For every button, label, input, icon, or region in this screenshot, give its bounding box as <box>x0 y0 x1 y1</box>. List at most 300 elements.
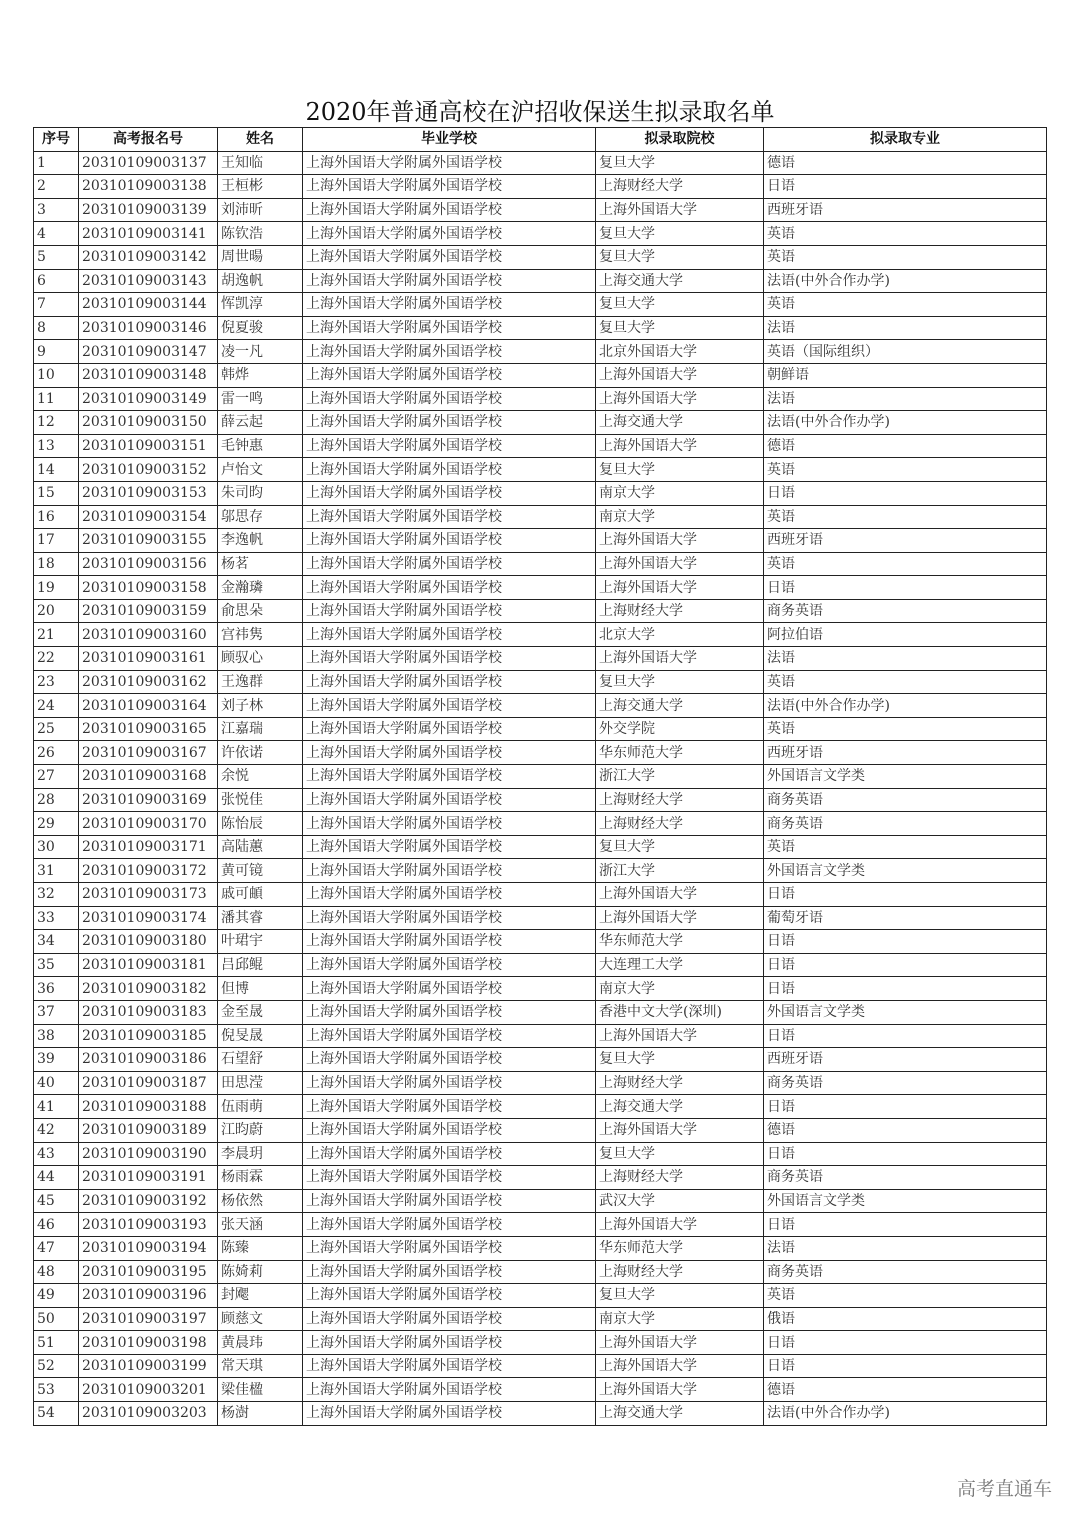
cell-seq: 46 <box>34 1213 79 1237</box>
cell-school: 上海外国语大学附属外国语学校 <box>303 765 596 789</box>
cell-seq: 6 <box>34 269 79 293</box>
cell-major: 朝鲜语 <box>764 363 1047 387</box>
cell-major: 英语（国际组织） <box>764 340 1047 364</box>
cell-name: 江嘉瑞 <box>218 717 303 741</box>
cell-name: 张悦佳 <box>218 788 303 812</box>
cell-major: 法语(中外合作办学) <box>764 411 1047 435</box>
cell-university: 复旦大学 <box>596 1142 764 1166</box>
cell-name: 陈钦浩 <box>218 222 303 246</box>
cell-university: 上海财经大学 <box>596 788 764 812</box>
cell-name: 恽凯淳 <box>218 293 303 317</box>
table-row <box>34 363 1047 387</box>
cell-exam-id: 20310109003181 <box>79 953 218 977</box>
cell-name: 石望舒 <box>218 1048 303 1072</box>
cell-seq: 22 <box>34 647 79 671</box>
cell-university: 上海外国语大学 <box>596 198 764 222</box>
table-row <box>34 1354 1047 1378</box>
cell-name: 王知临 <box>218 151 303 175</box>
cell-school: 上海外国语大学附属外国语学校 <box>303 694 596 718</box>
table-row <box>34 269 1047 293</box>
cell-exam-id: 20310109003201 <box>79 1378 218 1402</box>
cell-school: 上海外国语大学附属外国语学校 <box>303 529 596 553</box>
cell-exam-id: 20310109003171 <box>79 835 218 859</box>
cell-exam-id: 20310109003150 <box>79 411 218 435</box>
cell-university: 上海外国语大学 <box>596 1378 764 1402</box>
cell-seq: 10 <box>34 363 79 387</box>
cell-major: 外国语言文学类 <box>764 765 1047 789</box>
cell-exam-id: 20310109003195 <box>79 1260 218 1284</box>
cell-school: 上海外国语大学附属外国语学校 <box>303 812 596 836</box>
cell-school: 上海外国语大学附属外国语学校 <box>303 1378 596 1402</box>
cell-exam-id: 20310109003183 <box>79 1000 218 1024</box>
header-seq: 序号 <box>34 128 79 152</box>
table-row <box>34 576 1047 600</box>
cell-school: 上海外国语大学附属外国语学校 <box>303 198 596 222</box>
cell-major: 日语 <box>764 1024 1047 1048</box>
cell-school: 上海外国语大学附属外国语学校 <box>303 1402 596 1426</box>
cell-major: 商务英语 <box>764 1260 1047 1284</box>
cell-name: 杨雨霖 <box>218 1166 303 1190</box>
cell-exam-id: 20310109003148 <box>79 363 218 387</box>
cell-exam-id: 20310109003161 <box>79 647 218 671</box>
cell-major: 日语 <box>764 930 1047 954</box>
cell-name: 吕邱鲲 <box>218 953 303 977</box>
cell-school: 上海外国语大学附属外国语学校 <box>303 175 596 199</box>
cell-seq: 38 <box>34 1024 79 1048</box>
cell-seq: 41 <box>34 1095 79 1119</box>
cell-university: 上海外国语大学 <box>596 387 764 411</box>
cell-major: 日语 <box>764 1354 1047 1378</box>
table-row <box>34 552 1047 576</box>
cell-name: 封飔 <box>218 1284 303 1308</box>
table-row <box>34 859 1047 883</box>
cell-university: 南京大学 <box>596 977 764 1001</box>
cell-major: 日语 <box>764 1142 1047 1166</box>
cell-name: 顾驭心 <box>218 647 303 671</box>
cell-major: 法语(中外合作办学) <box>764 1402 1047 1426</box>
table-row <box>34 623 1047 647</box>
cell-school: 上海外国语大学附属外国语学校 <box>303 1236 596 1260</box>
cell-seq: 23 <box>34 670 79 694</box>
cell-school: 上海外国语大学附属外国语学校 <box>303 1307 596 1331</box>
cell-seq: 27 <box>34 765 79 789</box>
cell-university: 上海交通大学 <box>596 269 764 293</box>
cell-seq: 29 <box>34 812 79 836</box>
cell-major: 日语 <box>764 481 1047 505</box>
cell-major: 日语 <box>764 953 1047 977</box>
cell-university: 大连理工大学 <box>596 953 764 977</box>
cell-major: 法语(中外合作办学) <box>764 269 1047 293</box>
cell-major: 英语 <box>764 670 1047 694</box>
cell-name: 金至晟 <box>218 1000 303 1024</box>
cell-university: 上海外国语大学 <box>596 906 764 930</box>
cell-major: 英语 <box>764 717 1047 741</box>
cell-major: 英语 <box>764 458 1047 482</box>
table-row <box>34 1118 1047 1142</box>
cell-major: 英语 <box>764 245 1047 269</box>
cell-seq: 51 <box>34 1331 79 1355</box>
cell-seq: 33 <box>34 906 79 930</box>
cell-major: 西班牙语 <box>764 1048 1047 1072</box>
cell-exam-id: 20310109003151 <box>79 434 218 458</box>
cell-exam-id: 20310109003170 <box>79 812 218 836</box>
cell-seq: 11 <box>34 387 79 411</box>
cell-school: 上海外国语大学附属外国语学校 <box>303 434 596 458</box>
cell-university: 上海财经大学 <box>596 175 764 199</box>
table-row <box>34 387 1047 411</box>
cell-seq: 35 <box>34 953 79 977</box>
cell-university: 上海财经大学 <box>596 1260 764 1284</box>
cell-major: 商务英语 <box>764 1071 1047 1095</box>
table-row <box>34 741 1047 765</box>
cell-major: 外国语言文学类 <box>764 859 1047 883</box>
cell-major: 德语 <box>764 151 1047 175</box>
cell-exam-id: 20310109003189 <box>79 1118 218 1142</box>
cell-seq: 19 <box>34 576 79 600</box>
cell-major: 西班牙语 <box>764 529 1047 553</box>
cell-school: 上海外国语大学附属外国语学校 <box>303 576 596 600</box>
table-row <box>34 717 1047 741</box>
cell-name: 朱司昀 <box>218 481 303 505</box>
cell-name: 但博 <box>218 977 303 1001</box>
table-row <box>34 222 1047 246</box>
cell-seq: 3 <box>34 198 79 222</box>
cell-name: 黄晨玮 <box>218 1331 303 1355</box>
cell-university: 华东师范大学 <box>596 930 764 954</box>
cell-seq: 49 <box>34 1284 79 1308</box>
table-row <box>34 647 1047 671</box>
cell-name: 张天涵 <box>218 1213 303 1237</box>
cell-major: 葡萄牙语 <box>764 906 1047 930</box>
cell-school: 上海外国语大学附属外国语学校 <box>303 1166 596 1190</box>
header-major: 拟录取专业 <box>764 128 1047 152</box>
cell-name: 许依诺 <box>218 741 303 765</box>
cell-name: 陈婍莉 <box>218 1260 303 1284</box>
table-row <box>34 1142 1047 1166</box>
cell-university: 复旦大学 <box>596 293 764 317</box>
cell-school: 上海外国语大学附属外国语学校 <box>303 717 596 741</box>
cell-exam-id: 20310109003180 <box>79 930 218 954</box>
cell-name: 刘子林 <box>218 694 303 718</box>
cell-exam-id: 20310109003185 <box>79 1024 218 1048</box>
cell-school: 上海外国语大学附属外国语学校 <box>303 835 596 859</box>
cell-university: 复旦大学 <box>596 1048 764 1072</box>
table-row <box>34 481 1047 505</box>
cell-major: 法语 <box>764 316 1047 340</box>
cell-university: 上海外国语大学 <box>596 1024 764 1048</box>
cell-major: 商务英语 <box>764 812 1047 836</box>
cell-university: 复旦大学 <box>596 670 764 694</box>
cell-university: 上海外国语大学 <box>596 1118 764 1142</box>
cell-seq: 18 <box>34 552 79 576</box>
cell-school: 上海外国语大学附属外国语学校 <box>303 363 596 387</box>
cell-university: 南京大学 <box>596 505 764 529</box>
cell-university: 上海财经大学 <box>596 599 764 623</box>
cell-exam-id: 20310109003196 <box>79 1284 218 1308</box>
cell-name: 陈怡辰 <box>218 812 303 836</box>
cell-name: 伍雨萌 <box>218 1095 303 1119</box>
cell-name: 薛云起 <box>218 411 303 435</box>
cell-name: 凌一凡 <box>218 340 303 364</box>
cell-name: 刘沛昕 <box>218 198 303 222</box>
cell-name: 叶珺宇 <box>218 930 303 954</box>
cell-exam-id: 20310109003190 <box>79 1142 218 1166</box>
cell-seq: 31 <box>34 859 79 883</box>
cell-seq: 16 <box>34 505 79 529</box>
cell-exam-id: 20310109003191 <box>79 1166 218 1190</box>
cell-exam-id: 20310109003155 <box>79 529 218 553</box>
cell-school: 上海外国语大学附属外国语学校 <box>303 1354 596 1378</box>
table-row <box>34 1213 1047 1237</box>
cell-seq: 21 <box>34 623 79 647</box>
cell-name: 王桓彬 <box>218 175 303 199</box>
cell-name: 倪夏骏 <box>218 316 303 340</box>
cell-school: 上海外国语大学附属外国语学校 <box>303 340 596 364</box>
cell-name: 常天琪 <box>218 1354 303 1378</box>
cell-school: 上海外国语大学附属外国语学校 <box>303 387 596 411</box>
cell-exam-id: 20310109003168 <box>79 765 218 789</box>
cell-seq: 53 <box>34 1378 79 1402</box>
cell-seq: 8 <box>34 316 79 340</box>
cell-major: 英语 <box>764 552 1047 576</box>
cell-exam-id: 20310109003146 <box>79 316 218 340</box>
table-row <box>34 1307 1047 1331</box>
cell-seq: 40 <box>34 1071 79 1095</box>
cell-university: 北京外国语大学 <box>596 340 764 364</box>
cell-school: 上海外国语大学附属外国语学校 <box>303 930 596 954</box>
table-row <box>34 1331 1047 1355</box>
cell-major: 日语 <box>764 1095 1047 1119</box>
cell-school: 上海外国语大学附属外国语学校 <box>303 222 596 246</box>
cell-exam-id: 20310109003165 <box>79 717 218 741</box>
cell-name: 戚可頔 <box>218 883 303 907</box>
table-row <box>34 1378 1047 1402</box>
cell-university: 浙江大学 <box>596 765 764 789</box>
header-university: 拟录取院校 <box>596 128 764 152</box>
cell-seq: 17 <box>34 529 79 553</box>
table-row <box>34 906 1047 930</box>
table-row <box>34 1048 1047 1072</box>
cell-school: 上海外国语大学附属外国语学校 <box>303 411 596 435</box>
cell-school: 上海外国语大学附属外国语学校 <box>303 505 596 529</box>
cell-exam-id: 20310109003154 <box>79 505 218 529</box>
cell-name: 江昀蔚 <box>218 1118 303 1142</box>
cell-university: 复旦大学 <box>596 1284 764 1308</box>
cell-name: 李晨玥 <box>218 1142 303 1166</box>
cell-name: 高陆蕙 <box>218 835 303 859</box>
cell-seq: 14 <box>34 458 79 482</box>
cell-school: 上海外国语大学附属外国语学校 <box>303 647 596 671</box>
cell-university: 复旦大学 <box>596 458 764 482</box>
table-row <box>34 1071 1047 1095</box>
cell-major: 法语 <box>764 647 1047 671</box>
cell-school: 上海外国语大学附属外国语学校 <box>303 269 596 293</box>
cell-name: 胡逸帆 <box>218 269 303 293</box>
cell-school: 上海外国语大学附属外国语学校 <box>303 1071 596 1095</box>
cell-major: 德语 <box>764 434 1047 458</box>
table-row <box>34 1236 1047 1260</box>
cell-exam-id: 20310109003167 <box>79 741 218 765</box>
cell-university: 上海财经大学 <box>596 812 764 836</box>
header-exam-id: 高考报名号 <box>79 128 218 152</box>
cell-exam-id: 20310109003192 <box>79 1189 218 1213</box>
cell-university: 香港中文大学(深圳) <box>596 1000 764 1024</box>
cell-major: 法语 <box>764 1236 1047 1260</box>
cell-seq: 28 <box>34 788 79 812</box>
cell-exam-id: 20310109003139 <box>79 198 218 222</box>
cell-university: 外交学院 <box>596 717 764 741</box>
cell-exam-id: 20310109003197 <box>79 1307 218 1331</box>
cell-name: 毛钟惠 <box>218 434 303 458</box>
table-row <box>34 1024 1047 1048</box>
cell-name: 陈臻 <box>218 1236 303 1260</box>
cell-name: 雷一鸣 <box>218 387 303 411</box>
cell-university: 上海外国语大学 <box>596 1213 764 1237</box>
cell-school: 上海外国语大学附属外国语学校 <box>303 1048 596 1072</box>
header-school: 毕业学校 <box>303 128 596 152</box>
cell-exam-id: 20310109003169 <box>79 788 218 812</box>
cell-university: 上海外国语大学 <box>596 576 764 600</box>
cell-school: 上海外国语大学附属外国语学校 <box>303 1213 596 1237</box>
cell-major: 德语 <box>764 1378 1047 1402</box>
cell-exam-id: 20310109003147 <box>79 340 218 364</box>
table-row <box>34 835 1047 859</box>
table-row <box>34 151 1047 175</box>
cell-exam-id: 20310109003172 <box>79 859 218 883</box>
table-row <box>34 293 1047 317</box>
cell-exam-id: 20310109003158 <box>79 576 218 600</box>
cell-major: 外国语言文学类 <box>764 1000 1047 1024</box>
cell-university: 南京大学 <box>596 481 764 505</box>
cell-university: 上海外国语大学 <box>596 883 764 907</box>
table-row <box>34 788 1047 812</box>
cell-seq: 47 <box>34 1236 79 1260</box>
cell-major: 日语 <box>764 175 1047 199</box>
table-row <box>34 1402 1047 1426</box>
cell-seq: 42 <box>34 1118 79 1142</box>
cell-school: 上海外国语大学附属外国语学校 <box>303 458 596 482</box>
cell-school: 上海外国语大学附属外国语学校 <box>303 1000 596 1024</box>
cell-exam-id: 20310109003173 <box>79 883 218 907</box>
cell-name: 卢怡文 <box>218 458 303 482</box>
cell-university: 复旦大学 <box>596 316 764 340</box>
watermark: 高考直通车 <box>956 1478 1052 1500</box>
table-row <box>34 198 1047 222</box>
cell-seq: 52 <box>34 1354 79 1378</box>
cell-school: 上海外国语大学附属外国语学校 <box>303 481 596 505</box>
cell-seq: 32 <box>34 883 79 907</box>
cell-university: 上海交通大学 <box>596 411 764 435</box>
cell-exam-id: 20310109003198 <box>79 1331 218 1355</box>
cell-university: 上海外国语大学 <box>596 647 764 671</box>
table-body <box>34 151 1047 1425</box>
cell-name: 金瀚璘 <box>218 576 303 600</box>
table-row <box>34 812 1047 836</box>
cell-major: 日语 <box>764 1331 1047 1355</box>
cell-school: 上海外国语大学附属外国语学校 <box>303 1118 596 1142</box>
cell-major: 日语 <box>764 977 1047 1001</box>
cell-major: 英语 <box>764 222 1047 246</box>
cell-school: 上海外国语大学附属外国语学校 <box>303 599 596 623</box>
cell-university: 上海外国语大学 <box>596 434 764 458</box>
cell-name: 李逸帆 <box>218 529 303 553</box>
table-row <box>34 694 1047 718</box>
cell-major: 外国语言文学类 <box>764 1189 1047 1213</box>
cell-major: 商务英语 <box>764 1166 1047 1190</box>
cell-major: 西班牙语 <box>764 741 1047 765</box>
table-row <box>34 458 1047 482</box>
cell-university: 上海外国语大学 <box>596 552 764 576</box>
table-row <box>34 977 1047 1001</box>
cell-exam-id: 20310109003137 <box>79 151 218 175</box>
cell-seq: 48 <box>34 1260 79 1284</box>
cell-school: 上海外国语大学附属外国语学校 <box>303 552 596 576</box>
cell-major: 英语 <box>764 1284 1047 1308</box>
cell-major: 商务英语 <box>764 599 1047 623</box>
cell-exam-id: 20310109003194 <box>79 1236 218 1260</box>
cell-university: 上海外国语大学 <box>596 529 764 553</box>
cell-major: 英语 <box>764 835 1047 859</box>
cell-major: 英语 <box>764 505 1047 529</box>
cell-major: 俄语 <box>764 1307 1047 1331</box>
cell-university: 上海财经大学 <box>596 1166 764 1190</box>
cell-name: 倪旻晟 <box>218 1024 303 1048</box>
cell-school: 上海外国语大学附属外国语学校 <box>303 977 596 1001</box>
cell-seq: 2 <box>34 175 79 199</box>
table-row <box>34 175 1047 199</box>
header-name: 姓名 <box>218 128 303 152</box>
cell-school: 上海外国语大学附属外国语学校 <box>303 1024 596 1048</box>
table-row <box>34 1095 1047 1119</box>
cell-exam-id: 20310109003159 <box>79 599 218 623</box>
table-row <box>34 1189 1047 1213</box>
cell-seq: 20 <box>34 599 79 623</box>
cell-exam-id: 20310109003162 <box>79 670 218 694</box>
cell-seq: 25 <box>34 717 79 741</box>
cell-seq: 9 <box>34 340 79 364</box>
cell-major: 日语 <box>764 1213 1047 1237</box>
table-row <box>34 505 1047 529</box>
cell-name: 宫祎隽 <box>218 623 303 647</box>
cell-exam-id: 20310109003142 <box>79 245 218 269</box>
cell-major: 法语(中外合作办学) <box>764 694 1047 718</box>
cell-exam-id: 20310109003182 <box>79 977 218 1001</box>
cell-school: 上海外国语大学附属外国语学校 <box>303 151 596 175</box>
cell-exam-id: 20310109003143 <box>79 269 218 293</box>
cell-name: 潘其睿 <box>218 906 303 930</box>
cell-seq: 24 <box>34 694 79 718</box>
cell-seq: 26 <box>34 741 79 765</box>
table-row <box>34 765 1047 789</box>
table-header <box>34 128 1047 152</box>
cell-exam-id: 20310109003187 <box>79 1071 218 1095</box>
cell-seq: 45 <box>34 1189 79 1213</box>
cell-university: 上海外国语大学 <box>596 1331 764 1355</box>
cell-university: 华东师范大学 <box>596 1236 764 1260</box>
table-row <box>34 316 1047 340</box>
cell-seq: 1 <box>34 151 79 175</box>
cell-exam-id: 20310109003186 <box>79 1048 218 1072</box>
cell-seq: 39 <box>34 1048 79 1072</box>
admission-table <box>33 127 1047 1426</box>
cell-school: 上海外国语大学附属外国语学校 <box>303 1142 596 1166</box>
cell-school: 上海外国语大学附属外国语学校 <box>303 316 596 340</box>
cell-exam-id: 20310109003153 <box>79 481 218 505</box>
cell-name: 杨茗 <box>218 552 303 576</box>
cell-seq: 54 <box>34 1402 79 1426</box>
cell-major: 法语 <box>764 387 1047 411</box>
cell-school: 上海外国语大学附属外国语学校 <box>303 788 596 812</box>
